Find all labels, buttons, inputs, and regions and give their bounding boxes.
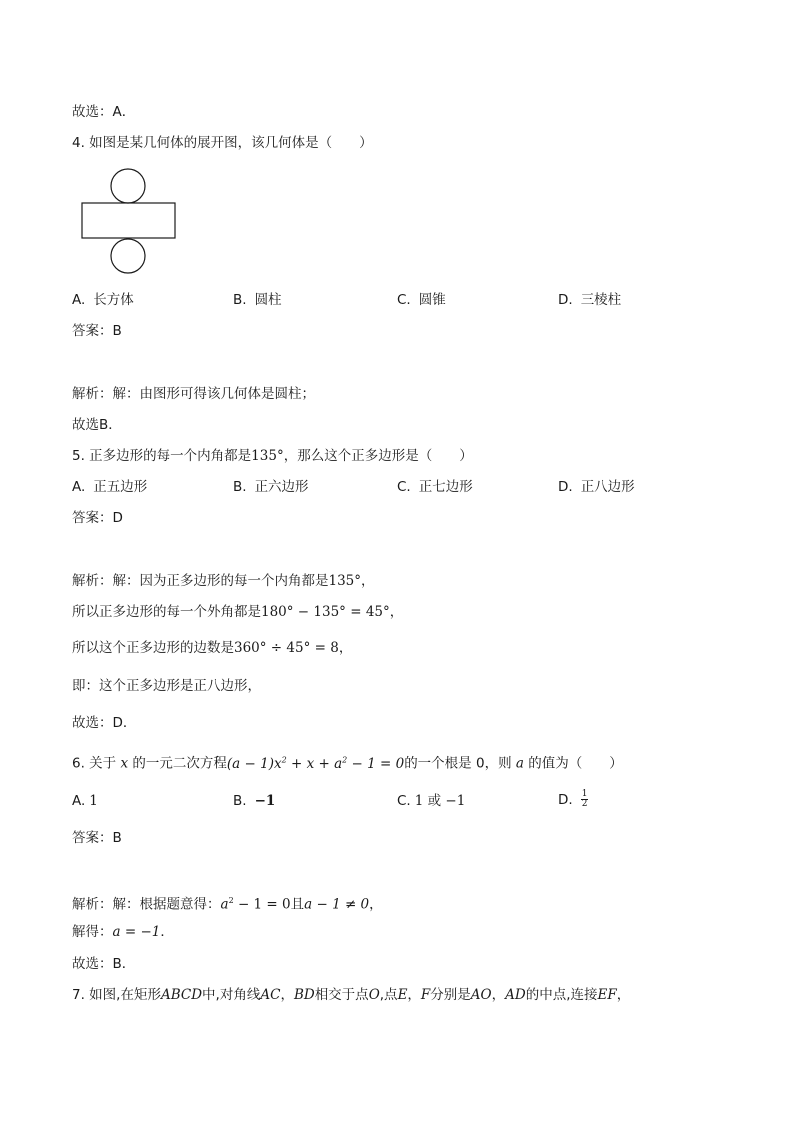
q5-answer: 答案：D: [72, 510, 123, 526]
q5-step2: 所以这个正多边形的边数是360° ÷ 45° = 8，: [72, 640, 353, 656]
q4-stem: 4. 如图是某几何体的展开图，该几何体是（ ）: [72, 135, 373, 151]
q6-conclusion: 故选：B．: [72, 956, 136, 972]
q5-option-d: D. 正八边形: [558, 479, 635, 495]
q6-option-a: A. 1: [72, 793, 98, 809]
q5-conclusion: 故选：D．: [72, 715, 137, 731]
q4-analysis: 解析：解：由图形可得该几何体是圆柱；: [72, 386, 315, 402]
q5-angle: 135°: [251, 448, 284, 464]
previous-conclusion: 故选：A．: [72, 104, 136, 120]
q6-stem: 6. 关于 x 的一元二次方程$(a - 1)x^2 + x + a^2 - 1 = 0$的一个根是 0，则 a 的值为（ ）: [72, 755, 623, 772]
top-circle: [111, 169, 145, 203]
q4-option-b: B. 圆柱: [233, 292, 282, 308]
q6-option-d: D. $\frac{1}{2}$: [558, 789, 588, 809]
net-diagram: [80, 168, 180, 276]
q6-analysis: 解析：解：根据题意得：$a^2 - 1 = 0$且a − 1 ≠ 0，: [72, 896, 383, 913]
q4-answer: 答案：B: [72, 323, 122, 339]
q5-option-c: C. 正七边形: [397, 479, 473, 495]
q6-solve: 解得：a = −1．: [72, 924, 174, 940]
one-half-fraction: $\frac{1}{2}$: [581, 789, 588, 809]
rectangle-face: [82, 203, 175, 238]
q5-option-a: A. 正五边形: [72, 479, 148, 495]
q5-analysis: 解析：解：因为正多边形的每一个内角都是135°，: [72, 573, 375, 589]
q6-option-b: B. −1: [233, 793, 276, 809]
q6-option-c: C. 1 或 −1: [397, 793, 466, 809]
q5-step3: 即：这个正多边形是正八边形，: [72, 678, 261, 694]
q4-conclusion: 故选B．: [72, 417, 122, 433]
q5-option-b: B. 正六边形: [233, 479, 309, 495]
q5-step1: 所以正多边形的每一个外角都是180° − 135° = 45°，: [72, 604, 404, 620]
q7-stem: 7. 如图,在矩形ABCD中,对角线AC，BD相交于点O,点E，F分别是AO，AD的中点,连接EF，: [72, 987, 631, 1003]
q5-stem: 5. 正多边形的每一个内角都是135°，那么这个正多边形是（ ）: [72, 448, 473, 464]
bottom-circle: [111, 239, 145, 273]
q4-option-d: D. 三棱柱: [558, 292, 622, 308]
q6-equation: $(a - 1)x^2 + x + a^2 - 1 = 0$: [226, 755, 405, 772]
q6-answer: 答案：B: [72, 830, 122, 846]
q4-option-a: A. 长方体: [72, 292, 134, 308]
q4-option-c: C. 圆锥: [397, 292, 446, 308]
